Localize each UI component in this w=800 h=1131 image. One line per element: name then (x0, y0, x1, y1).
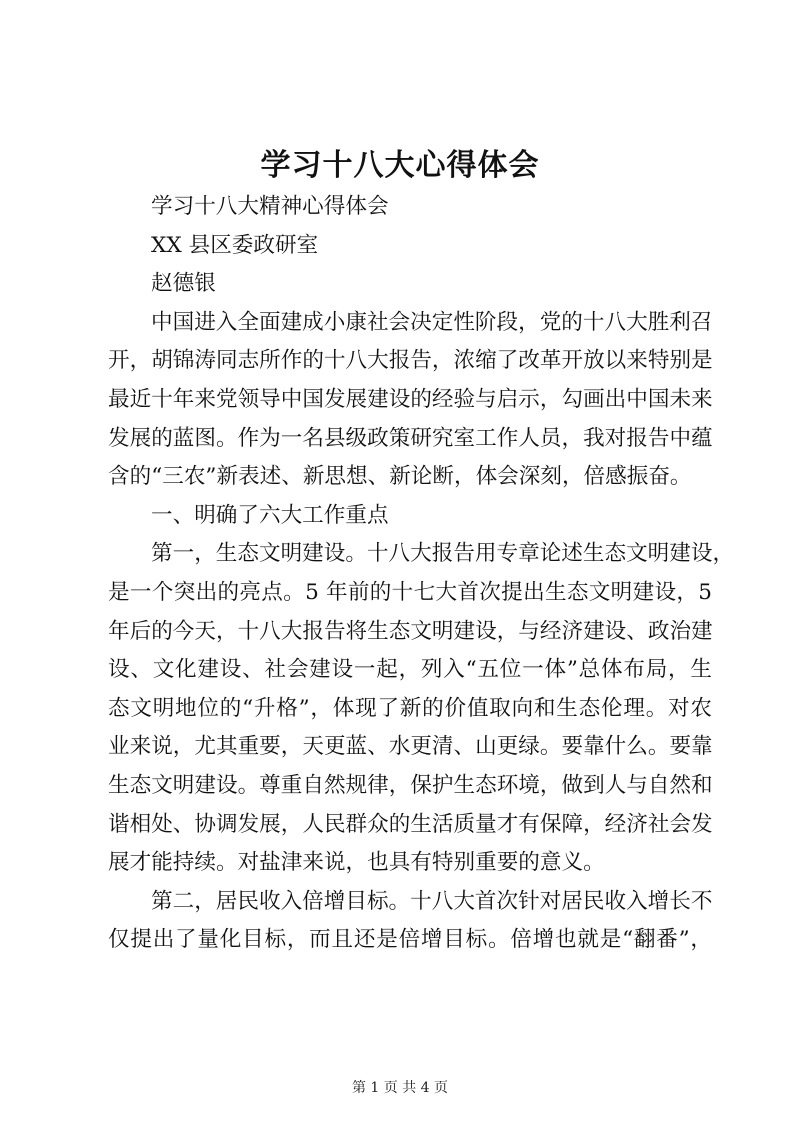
document-body (108, 188, 735, 960)
paragraph-line: 是一个突出的亮点。5 年前的十七大首次提出生态文明建设，5 (108, 579, 712, 605)
paragraph-line: 谐相处、协调发展，人民群众的生活质量才有保障，经济社会发 (108, 811, 713, 837)
paragraph-line: 中国进入全面建成小康社会决定性阶段，党的十八大胜利召 (151, 309, 713, 335)
paragraph-line: 仅提出了量化目标，而且还是倍增目标。倍增也就是“翻番”， (108, 927, 712, 953)
document-title: 学习十八大心得体会 (260, 148, 540, 183)
paragraph-line: 发展的蓝图。作为一名县级政策研究室工作人员，我对报告中蕴 (108, 425, 713, 451)
paragraph-line: 生态文明建设。尊重自然规律，保护生态环境，做到人与自然和 (108, 772, 713, 798)
paragraph-line: 展才能持续。对盐津来说，也具有特别重要的意义。 (108, 850, 605, 876)
section-heading: 一、明确了六大工作重点 (151, 502, 389, 528)
paragraph-line: 业来说，尤其重要，天更蓝、水更清、山更绿。要靠什么。要靠 (108, 734, 713, 760)
page-footer: 第 1 页 共 4 页 (351, 1080, 449, 1096)
author-line: 赵德银 (151, 271, 216, 297)
paragraph-line: 态文明地位的“升格”，体现了新的价值取向和生态伦理。对农 (108, 695, 712, 721)
paragraph-line: 设、文化建设、社会建设一起，列入“五位一体”总体布局，生 (108, 657, 712, 683)
paragraph-line: 第二，居民收入倍增目标。十八大首次针对居民收入增长不 (151, 888, 713, 914)
paragraph-line: 年后的今天，十八大报告将生态文明建设，与经济建设、政治建 (108, 618, 713, 644)
paragraph-line: 第一，生态文明建设。十八大报告用专章论述生态文明建设， (151, 541, 735, 567)
subtitle-line: 学习十八大精神心得体会 (151, 194, 389, 219)
department-line: XX 县区委政研室 (151, 232, 319, 258)
paragraph-line: 开，胡锦涛同志所作的十八大报告，浓缩了改革开放以来特别是 (108, 348, 713, 374)
paragraph-line: 含的“三农”新表述、新思想、新论断，体会深刻，倍感振奋。 (108, 464, 692, 490)
paragraph-line: 最近十年来党领导中国发展建设的经验与启示，勾画出中国未来 (108, 386, 713, 412)
